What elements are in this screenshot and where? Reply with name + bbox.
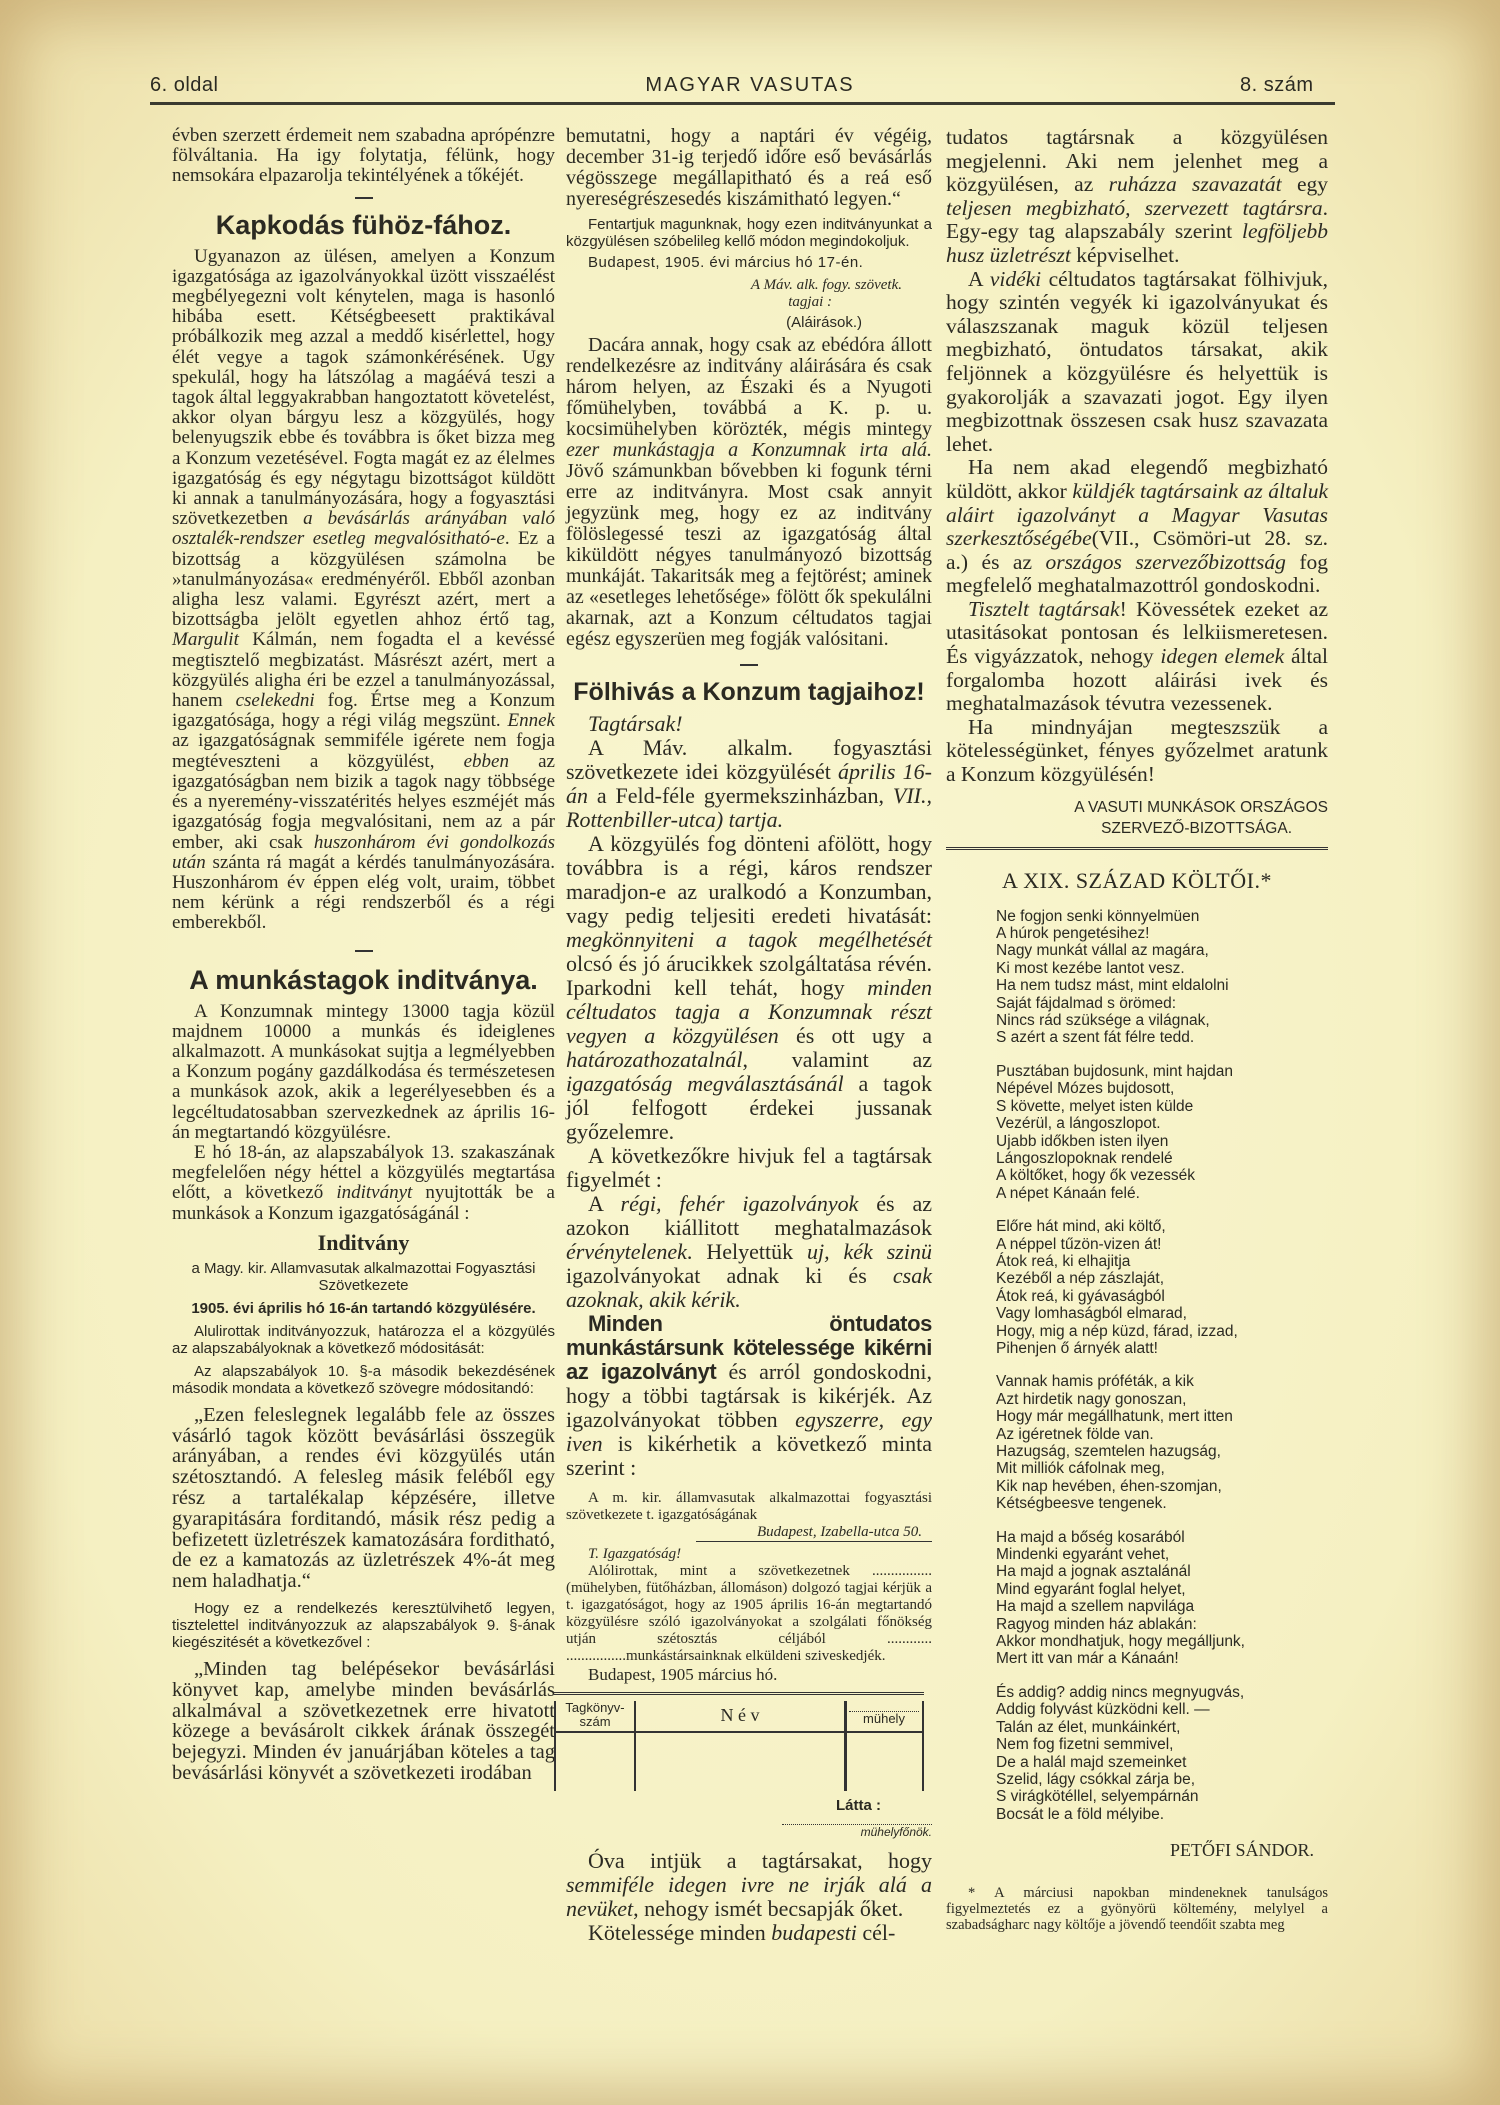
italic-text: semmiféle idegen ivre ne irják alá a nevüket bbox=[566, 1872, 932, 1921]
italic-text: uj, kék szinü bbox=[807, 1239, 932, 1264]
signers bbox=[566, 277, 932, 311]
italic-text: minden céltudatos tagja a Konzumnak részt vegyen a közgyülésen bbox=[566, 975, 932, 1048]
poet-name: PETŐFI SÁNDOR. bbox=[1169, 1840, 1314, 1861]
signature-line: A VASUTI MUNKÁSOK ORSZÁGOS bbox=[1074, 798, 1328, 816]
motion-paragraph: Alulirottak inditványozzuk, határozza el a közgyülés az alapszabályoknak a következő módositását: bbox=[172, 1322, 555, 1357]
quote-paragraph: „Ezen feleslegnek legalább fele az összes vásárló tagok között bevásárlási összegük arányában, a rendes évi közgyülés után szétosztandó. A felesleg másik feléből egy rész a tartalékalap képzésére, illetve gyarapitására forditandó, másik rész pedig a befizetett üzletrészek kamatozására forditható, de ez a kamatozás az üzletrészek 4%-át meg nem haladhatja.“ bbox=[172, 1403, 555, 1593]
italic-text: huszonhárom évi gondolkozás után bbox=[172, 831, 556, 873]
italic-text: egyszerre, egy iven bbox=[566, 1407, 932, 1456]
signature bbox=[946, 797, 1328, 839]
quote-paragraph: „Minden tag belépésekor bevásárlási könyvet kap, amelybe minden bevásárlás alkalmával a szövetkezetnek erre hivatott közege a bevásárolt cikkek árának összegét bejegyzi. Minden év januárjában köteles a tag bevásárlási könyvét a szövetkezeti irodában bbox=[172, 1657, 555, 1784]
place-date bbox=[566, 254, 932, 271]
italic-text: csak azoknak, akik kérik. bbox=[566, 1263, 932, 1312]
motion-paragraph: Hogy ez a rendelkezés keresztülvihető legyen, tisztelettel inditványozzuk az alapszabályok 9. §-ának kiegészitését a következővel : bbox=[172, 1599, 555, 1651]
poem-line: Vezérül, a lángoszlopot. bbox=[996, 1115, 1161, 1133]
separator bbox=[740, 664, 758, 666]
italic-text: inditványt bbox=[336, 1182, 413, 1204]
newspaper-title: MAGYAR VASUTAS bbox=[645, 74, 855, 96]
warning bbox=[566, 1849, 932, 1945]
poem-line: Mindenki egyaránt vehet, bbox=[996, 1546, 1170, 1564]
poem-line: Saját fájdalmad s örömed: bbox=[996, 994, 1177, 1012]
separator bbox=[355, 197, 373, 199]
italic-text: régi, fehér igazolványok bbox=[620, 1191, 859, 1216]
column-header: Tagkönyv-szám bbox=[565, 1700, 625, 1729]
headline-munkastagok: A munkástagok inditványa. bbox=[189, 964, 538, 995]
headline-kapkodas: Kapkodás fühöz-fához. bbox=[215, 209, 512, 240]
poem-stanza bbox=[996, 908, 1328, 1047]
poem-line: Ne fogjon senki könnyelmüen bbox=[996, 907, 1200, 925]
paragraph: Ha nem akad elegendő megbizható küldött, akkor küldjék tagtársaink az általuk aláirt igazolványt a Magyar Vasutas szerkesztőségébe(VII., Csömöri-ut 28. sz. a.) és az országos szervezőbizottság fog megfelelő meghatalmazottról gondoskodni. bbox=[946, 455, 1329, 598]
left-column bbox=[172, 126, 555, 1784]
paragraph: A régi, fehér igazolványok és az azokon kiállitott meghatalmazások érvénytelenek. Helyettük uj, kék szinü igazolványokat adnak ki és csak azoknak, akik kérik. bbox=[566, 1191, 932, 1312]
poem-line: Hogy, mig a nép küzd, fárad, izzad, bbox=[996, 1322, 1238, 1340]
poem-line: A népet Kánaán felé. bbox=[996, 1184, 1140, 1202]
poem-stanza bbox=[996, 1529, 1328, 1668]
poem-line: Mind egyaránt foglal helyet, bbox=[996, 1580, 1186, 1598]
motion-text bbox=[172, 1600, 555, 1651]
poem-line: Ki most kezébe lantot vesz. bbox=[996, 959, 1185, 977]
form-table bbox=[554, 1692, 924, 1791]
italic-text: a bevásárlás arányában való osztalék-rendszer esetleg megvalósitható-e bbox=[172, 508, 555, 550]
poem-line: Vannak hamis próféták, a kik bbox=[996, 1373, 1194, 1391]
poem-stanza bbox=[996, 1063, 1328, 1202]
call-body bbox=[566, 712, 932, 1480]
form-addressee: A m. kir. államvasutak alkalmazottai fogyasztási szövetkezete t. igazgatóságának bbox=[566, 1490, 932, 1523]
poem-line: Akkor mondhatjuk, hogy megálljunk, bbox=[996, 1633, 1245, 1651]
italic-text: legföljebb husz üzletrészt bbox=[946, 219, 1328, 267]
paragraph: Fentartjuk magunknak, hogy ezen inditványunkat a közgyülésen szóbelileg kellő módon megindokoljuk. bbox=[566, 216, 932, 250]
paragraph: évben szerzett érdemeit nem szabadna aprópénzre fölváltania. Ha igy folytatja, félünk, hogy nemsokára elpazarolja tekintélyének a tőkéjét. bbox=[172, 125, 555, 187]
paragraph: tudatos tagtársnak a közgyülésen megjelenni. Aki nem jelenhet meg a közgyülésen, az ruházza szavazatát egy teljesen megbizható, szervezett tagtársra. Egy-egy tag alapszabály szerint legföljebb husz üzletrészt képviselhet. bbox=[946, 125, 1328, 267]
poem-line: Előre hát mind, aki költő, bbox=[996, 1218, 1166, 1236]
page-number: 6. oldal bbox=[150, 74, 219, 96]
poem-line: Ragyog minden ház ablakán: bbox=[996, 1615, 1197, 1633]
poem-line: Pihenjen ő árnyék alatt! bbox=[996, 1339, 1158, 1357]
form-body: Alólirottak, mint a szövetkezetnek ................ (mühelyben, fütőházban, állomáson) dolgozó tagjai kérjük a t. igazgatóságot, hogy az 1905 április 16-án megtartandó közgyülésre szóló igazolványokat a szolgálati főnökség utján szétosztás céljából ............ ................munkástársainknak elküldeni sziveskedjék. bbox=[566, 1563, 932, 1664]
italic-text: országos szervezőbizottság bbox=[1045, 549, 1286, 574]
italic-text: határozathozatalnál bbox=[566, 1047, 743, 1072]
poem-line: Lángoszlopoknak rendelé bbox=[996, 1149, 1173, 1167]
paragraph: Dacára annak, hogy csak az ebédóra állott rendelkezésre az inditvány aláirására és csak három helyen, az Északi és a Nyugoti főmühelyben, továbbá a K. p. u. kocsimühelyben körözték, mégis mintegy ezer munkástagja a Konzumnak irta alá. Jövő számunkban bővebben ki fogunk térni erre az inditványra. Most csak annyit jegyzünk meg, hogy ez az inditvány fölöslegessé teszi az igazgatóság által kiküldött négyes tanulmányozó bizottság munkáját. Takaritsák meg a fejtörést; aminek az «esetleges lehetősége» fölött ők spekulálni akarnak, azt a Konzum céltudatos tagjai egész egyszerüen meg fogják valósitani. bbox=[566, 334, 932, 650]
poem-line: Kezéből a nép zászlaját, bbox=[996, 1270, 1165, 1288]
signers-line: tagjai : bbox=[788, 294, 832, 310]
form-foreman: mühelyfőnök. bbox=[782, 1824, 932, 1839]
poem-line: Talán az élet, munkáinkért, bbox=[996, 1718, 1181, 1736]
italic-text: megkönnyiteni a tagok megélhetését bbox=[566, 927, 932, 952]
section-rule bbox=[946, 847, 1328, 850]
paragraph: Óva intjük a tagtársakat, hogy semmiféle idegen ivre ne irják alá a nevüket, nehogy ismét becsapják őket. bbox=[566, 1848, 932, 1921]
poem-line: Kétségbeesve tengenek. bbox=[996, 1495, 1167, 1513]
paragraph: Ha mindnyájan megteszszük a kötelességünket, fényes győzelmet aratunk a Konzum közgyülésén! bbox=[946, 714, 1328, 787]
separator bbox=[355, 950, 373, 952]
poem-line: A húrok pengetésihez! bbox=[996, 925, 1150, 943]
poem-line: Ha majd a bőség kosarából bbox=[996, 1528, 1185, 1546]
italic-text: küldjék tagtársaink az általuk aláirt igazolványt a Magyar Vasutas szerkesztőségébe bbox=[946, 478, 1328, 551]
comment bbox=[566, 335, 932, 650]
poem-line: Mert itt van már a Kánaán! bbox=[996, 1650, 1179, 1668]
column-header: N é v bbox=[720, 1705, 760, 1725]
form-salutation: T. Igazgatóság! bbox=[588, 1546, 682, 1562]
poem-stanza bbox=[996, 1218, 1328, 1357]
article-body bbox=[172, 1002, 555, 1224]
italic-text: Margulit bbox=[172, 629, 239, 651]
article-paragraph: A Konzumnak mintegy 13000 tagja közül majdnem 10000 a munkás és ideiglenes alkalmazott. A munkásokat sujtja a legmélyebben a Konzum pogány gazdálkodása és természetesen a munkások azok, akik a legerélyesebben és a legcéltudatosabban szervezkednek az április 16-án megtartandó közgyülésre. bbox=[172, 1000, 555, 1143]
italic-text: budapesti bbox=[771, 1920, 857, 1945]
italic-text: cselekedni bbox=[235, 690, 315, 712]
article-paragraph: Ugyanazon az ülésen, amelyen a Konzum igazgatósága az igazolványokkal üzött visszaélést megbélyegezni volt kénytelen, maga is hasonló hibába esett. Kétségbeesett praktikával próbálkozik meg azzal a meddő kisérlettel, hogy élét vegye a tagok számonkérésének. Ugy spekulál, hogy ha látszólag a magáévá teszi a tagok által leggyakrabban hangoztatott követelést, akkor olyan bárgyu lesz a közgyülés, hogy belenyugszik ebbe és továbbra is őket bizza meg a Konzum vezetésével. Fogta magát ez az élelmes igazgatóság és egy négytagu bizottságot küldött ki annak a tanulmányozására, hogy a fogyasztási szövetkezetben a bevásárlás arányában való osztalék-rendszer esetleg megvalósitható-e. Ez a bizottság a közgyülésen számolna be »tanulmányozása« eredményéről. Ebből azonban aligha lesz valami. Egyrészt azért, mert a bizottságba jelölt egyetlen ahhoz értő tag, Margulit Kálmán, nem fogadta el a kevéssé megtisztelő megbizatást. Másrészt azért, mert a közgyülés aligha éri be ezzel a tanulmányozással, hanem cselekedni fog. Értse meg a Konzum igazgatósága, hogy a régi világ megszünt. Ennek az igazgatóságnak semmiféle igérete nem fogja megtéveszteni a közgyülést, ebben az igazgatóságban nem bizik a tagok nagy többsége és a nyeremény-visszatérités helyes eszméjét más igazgatóság fogja megvalósitani, nem az a pár ember, aki csak huszonhárom évi gondolkozás után szánta rá magát a kérdés tanulmányozására. Huszonhárom év éppen elég volt, uraim, többet nem kérünk a régi rendszerből és a régi emberekből. bbox=[172, 245, 556, 934]
motion-paragraph: Az alapszabályok 10. §-a második bekezdésének második mondata a következő szövegre módositandó: bbox=[172, 1362, 555, 1397]
motion-quote bbox=[172, 1405, 555, 1592]
poem-line: Ha majd a szellem napvilága bbox=[996, 1598, 1195, 1616]
paragraph: A következőkre hivjuk fel a tagtársak figyelmét : bbox=[566, 1143, 932, 1192]
italic-text: vidéki bbox=[989, 266, 1042, 291]
poem-line: Népével Mózes bujdosott, bbox=[996, 1080, 1175, 1098]
poem-line: De a halál majd szemeinket bbox=[996, 1753, 1187, 1771]
form-date: Budapest, 1905 március hó. bbox=[588, 1665, 778, 1684]
signature-line: SZERVEZŐ-BIZOTTSÁGA. bbox=[1101, 819, 1292, 837]
poem-line: A néppel tűzön-vizen át! bbox=[996, 1235, 1162, 1253]
paragraph: A közgyülés fog dönteni afölött, hogy továbbra is a régi, káros rendszer maradjon-e az uralkodó a Konzumban, vagy pedig teljesiti eredeti hivatását: megkönnyiteni a tagok megélhetését olcsó és jó árucikkek szolgáltatása révén. Iparkodni kell tehát, hogy minden céltudatos tagja a Konzumnak részt vegyen a közgyülésen és ott ugy a határozathozatalnál, valamint az igazgatóság megválasztásánál a tagok jól felfogott érdekei jussanak győzelemre. bbox=[566, 831, 932, 1144]
poem-line: S azért a szent fát félre tedd. bbox=[996, 1029, 1195, 1047]
italic-text: igazgatóság megválasztásánál bbox=[566, 1071, 844, 1096]
poem-line: És addig? addig nincs megnyugvás, bbox=[996, 1683, 1245, 1701]
poem-line: Bocsát le a föld mélyibe. bbox=[996, 1805, 1165, 1823]
reserve-note bbox=[566, 216, 932, 250]
poem-stanza bbox=[996, 1684, 1328, 1823]
paragraph: A vidéki céltudatos tagtársakat fölhivjuk, hogy szintén vegyék ki igazolványukat és válaszszanak maguk közül teljesen megbizható, öntudatos társakat, akik feljönnek a közgyülésre és helyettük is gyakorolják a szavazati jogot. Egy ilyen megbizottnak összesen csak husz szavazata lehet. bbox=[946, 266, 1328, 456]
paragraph: Minden öntudatos munkástársunk kötelessége kikérni az igazolványt és arról gondoskodni, hogy a többi tagtársak is kikérjék. Az igazolványokat többen egyszerre, egy iven is kikérhetik a következő minta szerint : bbox=[566, 1311, 933, 1480]
paragraph: A Máv. alkalm. fogyasztási szövetkezete idei közgyülését április 16-án a Feld-féle gyermekszinházban, VII., Rottenbiller-utca) tartja. bbox=[566, 735, 932, 832]
poem-line: Hogy már megállhatunk, mert itten bbox=[996, 1408, 1233, 1426]
italic-text: ebben bbox=[463, 750, 509, 772]
place-date-text: Budapest, 1905. évi március hó 17-én. bbox=[588, 254, 864, 271]
poem-line: Nincs rád szüksége a világnak, bbox=[996, 1012, 1210, 1030]
right-column bbox=[946, 126, 1328, 1933]
poem-line: Mit milliók cáfolnak meg, bbox=[996, 1460, 1165, 1478]
italic-text: teljesen megbizható, szervezett tagtársra bbox=[946, 195, 1323, 220]
left-intro bbox=[172, 126, 555, 187]
footnote bbox=[946, 1885, 1328, 1933]
motion-org: a Magy. kir. Allamvasutak alkalmazottai Fogyasztási Szövetkezete bbox=[191, 1259, 536, 1294]
italic-text: Ennek bbox=[507, 710, 555, 732]
column-header: mühely bbox=[849, 1711, 919, 1726]
poem-line: Ujabb időkben isten ilyen bbox=[996, 1132, 1169, 1150]
sample-form bbox=[566, 1490, 932, 1684]
motion-quote bbox=[172, 1659, 555, 1784]
poem-title: A XIX. SZÁZAD KÖLTŐI.* bbox=[1002, 867, 1272, 893]
bold-text: Minden öntudatos munkástársunk kötelessége kikérni az igazolványt bbox=[566, 1311, 932, 1384]
header-rule bbox=[150, 102, 1335, 105]
right-body bbox=[946, 126, 1328, 787]
poem-line: Nagy munkát vállal az magára, bbox=[996, 942, 1209, 960]
headline-folhivas: Fölhivás a Konzum tagjaihoz! bbox=[573, 678, 925, 706]
poem-line: Átok reá, ki elhajitja bbox=[996, 1252, 1131, 1270]
italic-text: ezer munkástagja a Konzumnak irta alá. bbox=[566, 439, 932, 461]
poem-line: Addig folyvást küzködni kell. — bbox=[996, 1701, 1210, 1719]
issue-number: 8. szám bbox=[1240, 74, 1314, 96]
poem-line: Pusztában bujdosunk, mint hajdan bbox=[996, 1062, 1233, 1080]
poem-line: Nem fog fizetni semmivel, bbox=[996, 1736, 1174, 1754]
form-seen: Látta : bbox=[836, 1797, 881, 1814]
italic-text: VII., Rottenbiller-utca) tartja. bbox=[566, 783, 932, 832]
mid-cont bbox=[566, 126, 932, 210]
paragraph: bemutatni, hogy a naptári év végéig, december 31-ig terjedő időre eső bevásárlás végösszege megállapitható és a reá eső nyereségrészesedés kiszámitható legyen.“ bbox=[566, 125, 932, 210]
signatures: (Aláirások.) bbox=[786, 314, 862, 331]
motion-text bbox=[172, 1323, 555, 1397]
poem-line: Kik nap hevében, éhen-szomjan, bbox=[996, 1477, 1222, 1495]
poem-line: Azt hirdetik nagy gonoszan, bbox=[996, 1390, 1187, 1408]
motion-date: 1905. évi április hó 16-án tartandó közgyülésére. bbox=[191, 1299, 536, 1317]
italic-text: idegen elemek bbox=[1160, 644, 1285, 669]
poem-line: Szelid, lágy csókkal zárja be, bbox=[996, 1770, 1196, 1788]
poem-line: Átok reá, ki gyávaságból bbox=[996, 1287, 1165, 1305]
poem-line: Hazugság, szemtelen hazugság, bbox=[996, 1443, 1221, 1460]
form-address: Budapest, Izabella-utca 50. bbox=[696, 1524, 932, 1542]
article-paragraph: E hó 18-án, az alapszabályok 13. szakaszának megfelelően négy héttel a közgyülés megtartása előtt, a következő inditványt nyujtották be a munkások a Konzum igazgatóságánál : bbox=[172, 1141, 555, 1224]
signers-line: A Máv. alk. fogy. szövetk. bbox=[750, 277, 902, 293]
motion-title: Inditvány bbox=[317, 1229, 410, 1255]
poem-line: Az igéretnek földe van. bbox=[996, 1425, 1154, 1443]
salutation: Tagtársak! bbox=[588, 711, 683, 736]
poem-stanza bbox=[996, 1373, 1328, 1512]
poem bbox=[996, 908, 1328, 1824]
poem-line: Ha nem tudsz mást, mint eldalolni bbox=[996, 977, 1229, 995]
footnote-text: * A márciusi napokban mindeneknek tanulságos figyelmeztetés ez a gyönyörü költemény, melylyel a szabadságharc nagy költője a jövendő teendőit szabta meg bbox=[946, 1885, 1328, 1934]
italic-text: ruházza szavazatát bbox=[1108, 172, 1282, 197]
italic-text: érvénytelenek bbox=[566, 1239, 687, 1264]
italic-text: április 16-án bbox=[566, 759, 932, 808]
paragraph: Tisztelt tagtársak! Kövessétek ezeket az utasitásokat pontosan és lelkiismeretesen. És vigyázzatok, nehogy idegen elemek által forgalomba hozott aláirási ivek és meghatalmazások tévutra vezessenek. bbox=[946, 596, 1328, 716]
poem-line: Ha majd a jognak asztalánál bbox=[996, 1563, 1191, 1581]
poem-line: Vagy lomhaságból elmarad, bbox=[996, 1305, 1187, 1323]
middle-column bbox=[566, 126, 932, 1945]
poem-line: S követte, melyet isten külde bbox=[996, 1097, 1194, 1115]
italic-text: Tisztelt tagtársak bbox=[968, 596, 1120, 621]
paragraph: Kötelessége minden budapesti cél- bbox=[588, 1920, 896, 1945]
poem-line: A költőket, hogy ők vezessék bbox=[996, 1167, 1196, 1185]
poem-line: S virágkötéllel, selyempárnán bbox=[996, 1788, 1199, 1806]
